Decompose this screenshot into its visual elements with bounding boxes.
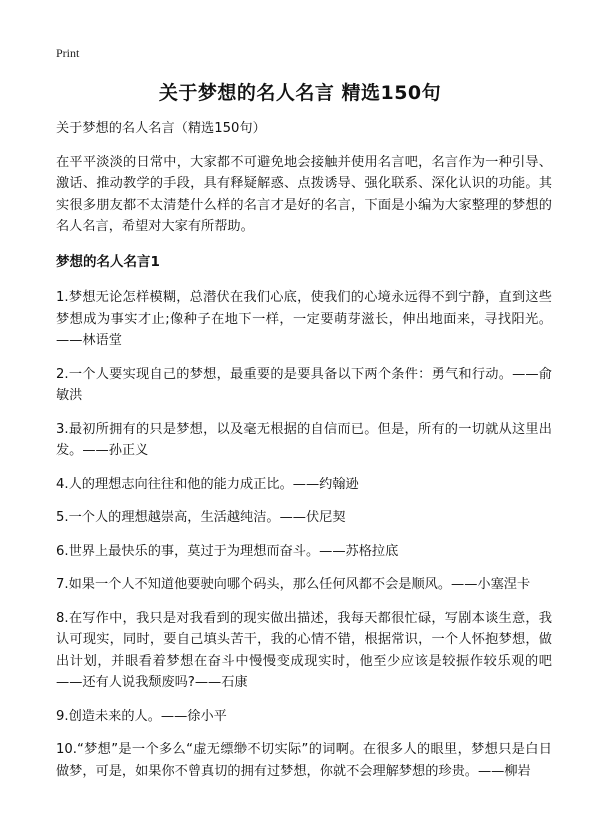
quote-item: 1.梦想无论怎样模糊，总潜伏在我们心底，使我们的心境永远得不到宁静，直到这些梦想成为事实才止;像种子在地下一样，一定要萌芽滋长，伸出地面来，寻找阳光。——林语堂 <box>56 290 552 348</box>
intro-paragraph: 在平平淡淡的日常中，大家都不可避免地会接触并使用名言吧，名言作为一种引导、激话、推动教学的手段，具有释疑解惑、点拨诱导、强化联系、深化认识的功能。其实很多朋友都不太清楚什么样的名言才是好的名言，下面是小编为大家整理的梦想的名人名言，希望对大家有所帮助。 <box>56 154 552 234</box>
quote-item: 10.“梦想”是一个多么“虚无缥缈不切实际”的词啊。在很多人的眼里，梦想只是白日做梦，可是，如果你不曾真切的拥有过梦想，你就不会理解梦想的珍贵。——柳岩 <box>56 742 552 779</box>
quote-item: 4.人的理想志向往往和他的能力成正比。——约翰逊 <box>56 476 359 492</box>
document-subtitle: 关于梦想的名人名言（精选150句） <box>56 121 266 136</box>
quote-item: 6.世界上最快乐的事，莫过于为理想而奋斗。——苏格拉底 <box>56 543 399 559</box>
quote-item: 3.最初所拥有的只是梦想，以及毫无根据的自信而已。但是，所有的一切就从这里出发。——孙正义 <box>56 421 552 458</box>
page-title: 关于梦想的名人名言 精选150句 <box>158 82 442 104</box>
quote-item: 8.在写作中，我只是对我看到的现实做出描述，我每天都很忙碌，写剧本谈生意，我认可现实，同时，要自己填头苦干，我的心情不错，根据常识，一个人怀抱梦想，做出计划，并眼看着梦想在奋斗中慢慢变成现实时，他至少应该是较振作较乐观的吧——还有人说我颓废吗?——石康 <box>56 610 552 690</box>
quote-item: 5.一个人的理想越崇高，生活越纯洁。——伏尼契 <box>56 510 346 525</box>
quote-item: 2.一个人要实现自己的梦想，最重要的是要具备以下两个条件：勇气和行动。——俞敏洪 <box>56 366 552 403</box>
quote-item: 7.如果一个人不知道他要驶向哪个码头，那么任何风都不会是顺风。——小塞涅卡 <box>56 577 531 592</box>
print-link[interactable]: Print <box>56 46 80 60</box>
quote-item: 9.创造未来的人。——徐小平 <box>56 708 227 724</box>
document-body <box>56 118 552 794</box>
section-heading: 梦想的名人名言1 <box>56 253 160 270</box>
